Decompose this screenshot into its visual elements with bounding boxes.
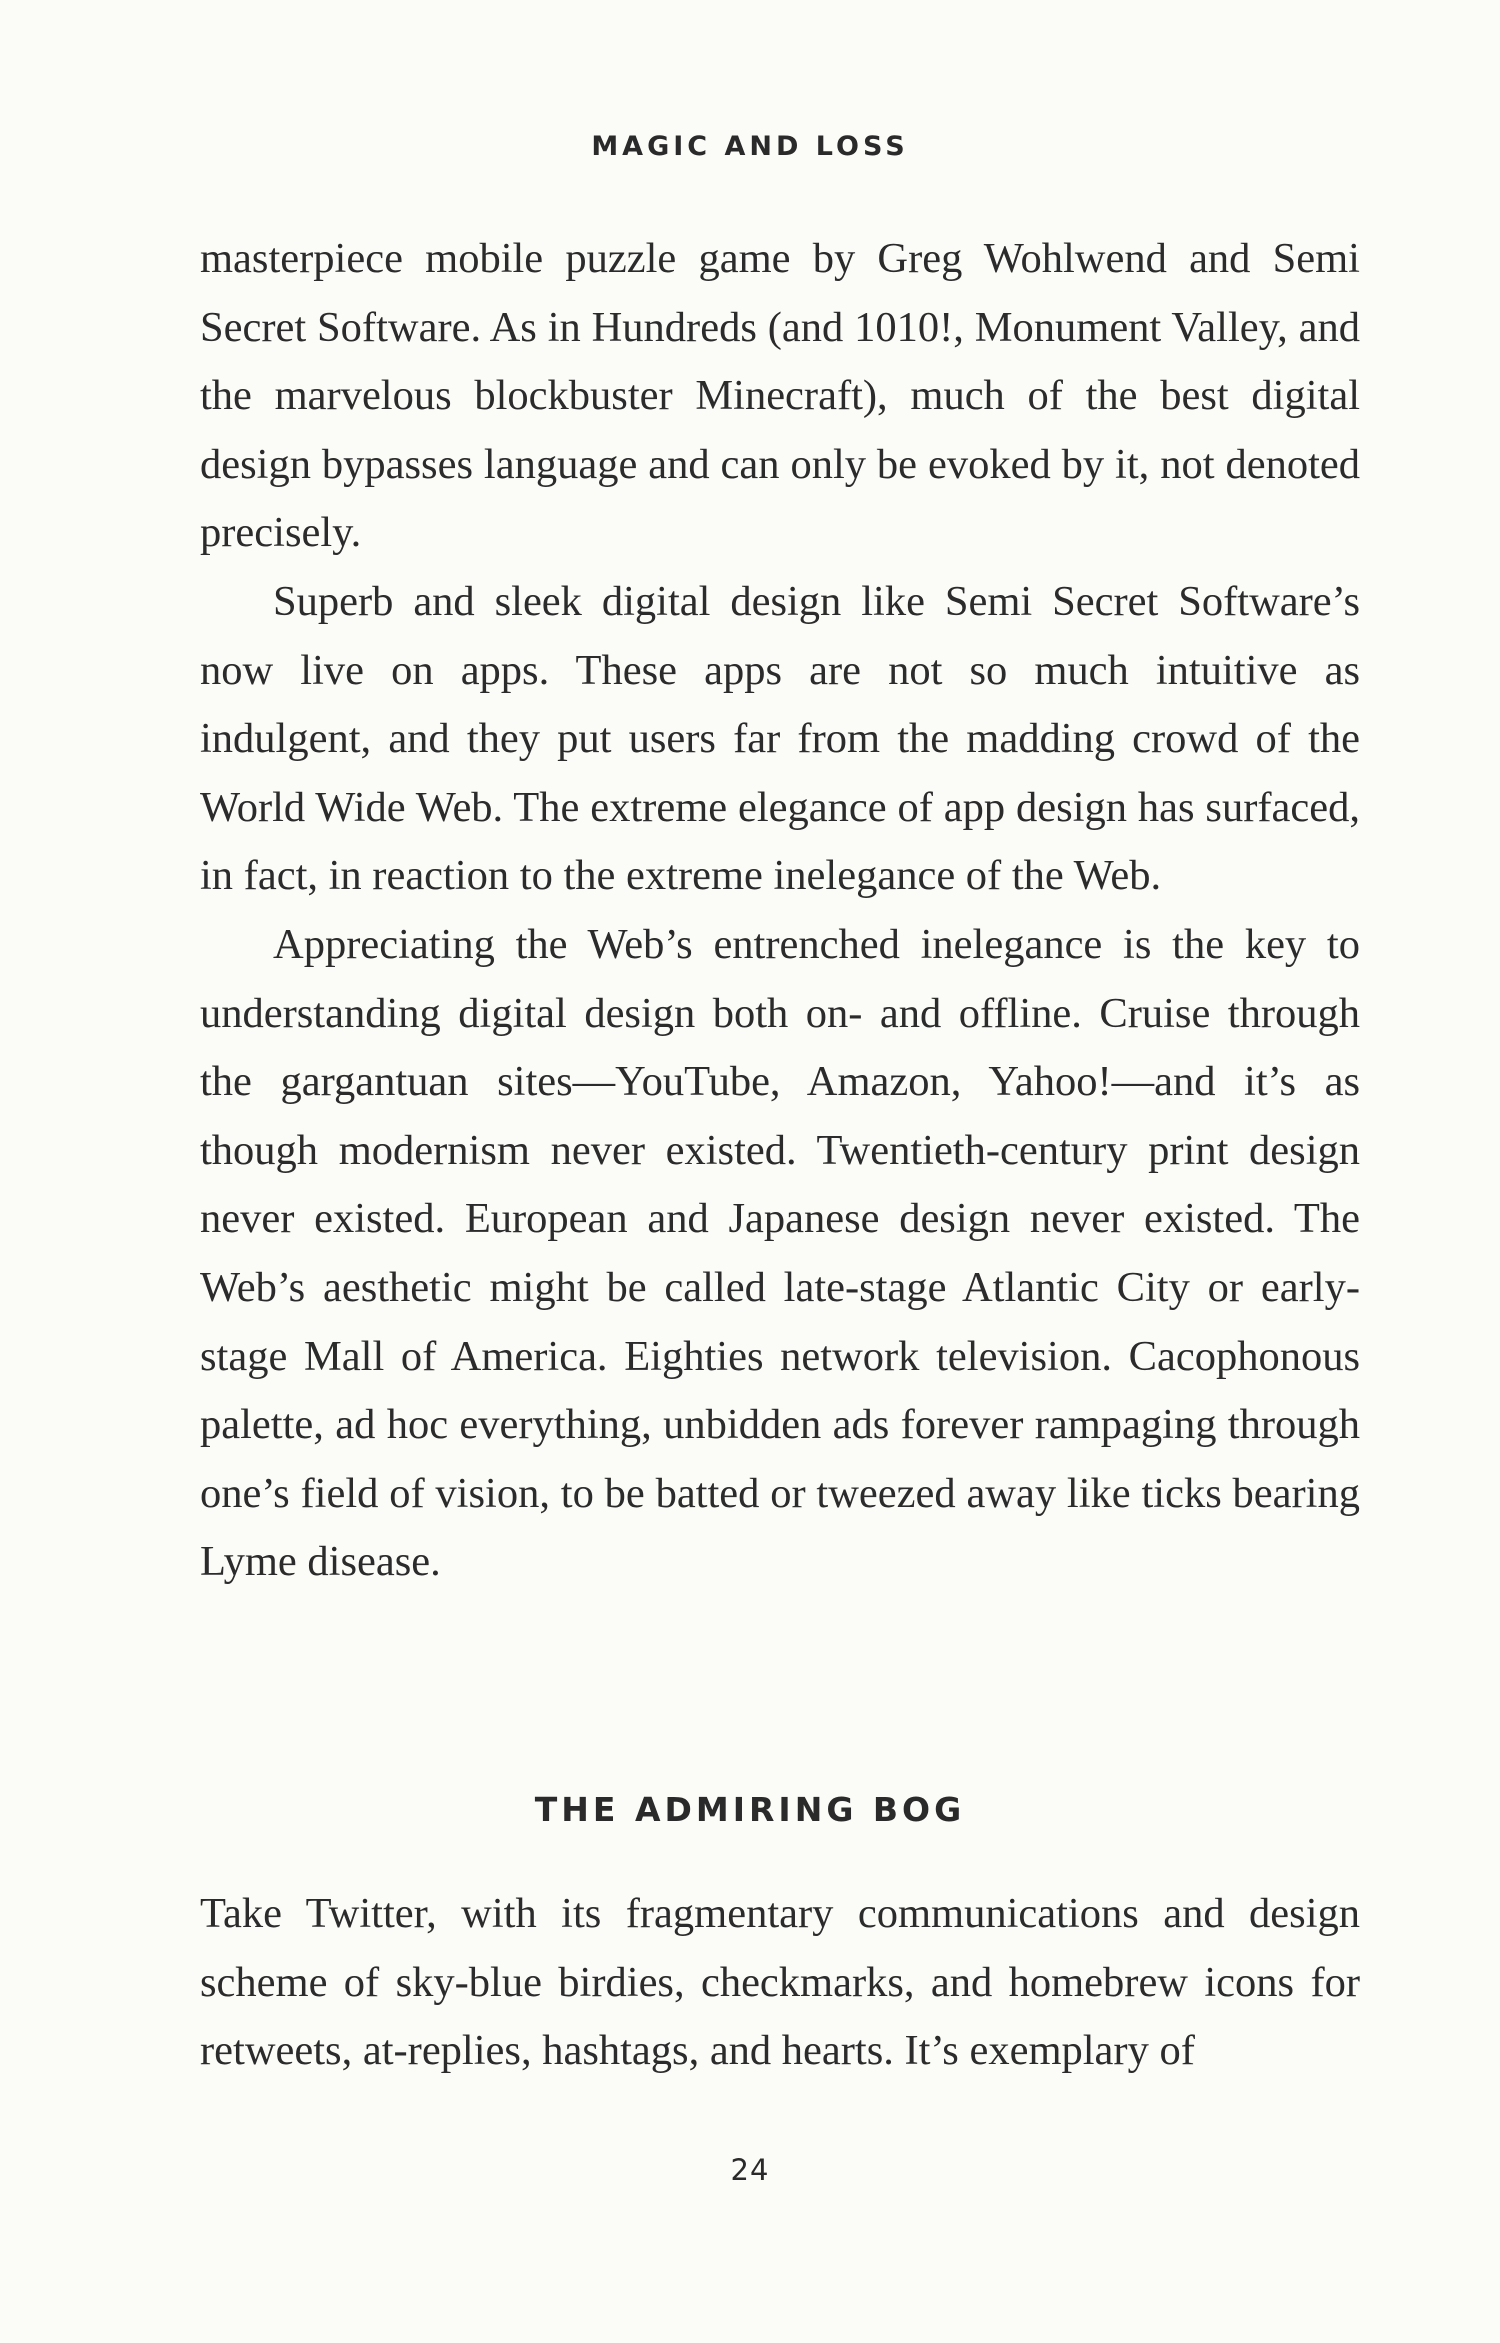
body-text-block (200, 225, 1360, 1597)
paragraph-continued: masterpiece mobile puzzle game by Greg Wohlwend and Semi Secret Software. As in Hundreds (and 1010!, Monument Valley, and the marvelous blockbuster Minecraft), much of the best digital design bypasses language and can only be evoked by it, not denoted precisely. (200, 235, 1360, 557)
section-heading: THE ADMIRING BOG (534, 1790, 966, 1829)
body-text-block (200, 1880, 1360, 2086)
paragraph: Superb and sleek digital design like Semi Secret Software’s now live on apps. These apps are not so much intuitive as indulgent, and they put users far from the madding crowd of the World Wide Web. The extreme elegance of app design has surfaced, in fact, in reaction to the extreme inelegance of the Web. (200, 577, 1360, 900)
paragraph: Take Twitter, with its fragmentary communications and design scheme of sky-blue birdies, checkmarks, and homebrew icons for retweets, at-replies, hashtags, and hearts. It’s exemplary of (200, 1890, 1360, 2075)
page-number: 24 (730, 2153, 770, 2187)
running-head: MAGIC AND LOSS (591, 131, 909, 162)
paragraph: Appreciating the Web’s entrenched inelegance is the key to understanding digital design both on- and offline. Cruise through the gargantuan sites—YouTube, Amazon, Yahoo!—and it’s as though modernism never existed. Twentieth-century print design never existed. European and Japanese design never existed. The Web’s aesthetic might be called late-stage Atlantic City or early-stage Mall of America. Eighties network television. Cacophonous palette, ad hoc everything, unbidden ads forever rampaging through one’s field of vision, to be batted or tweezed away like ticks bearing Lyme disease. (200, 920, 1360, 1586)
